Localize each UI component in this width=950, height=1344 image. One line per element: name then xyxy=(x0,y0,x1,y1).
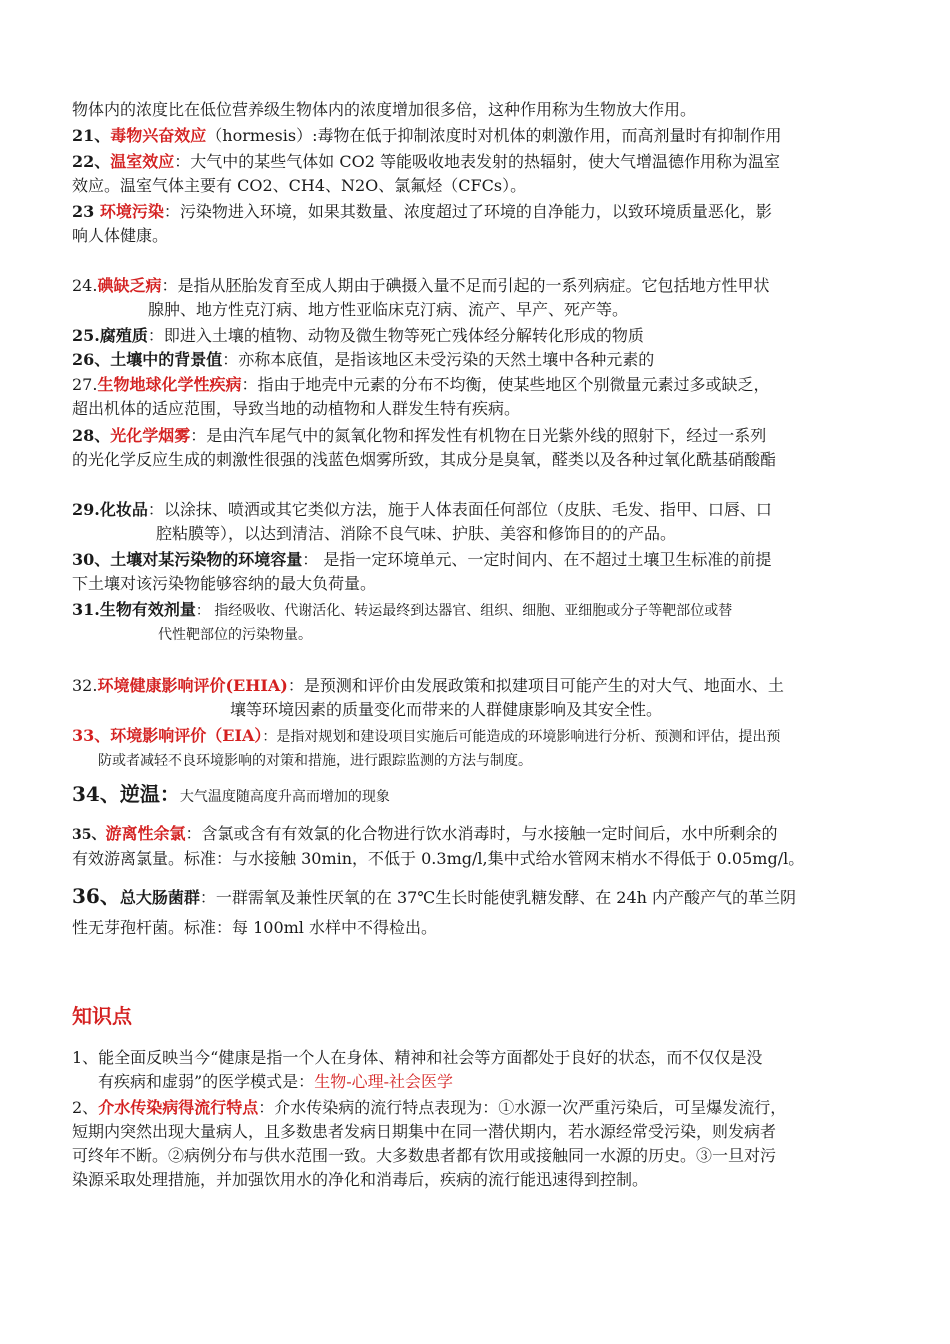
entry-number: 31. xyxy=(72,600,100,619)
entry-number: 36、 xyxy=(72,884,120,908)
entry-term: 环境健康影响评价(EHIA) xyxy=(97,676,288,695)
entry-number: 29. xyxy=(72,500,100,519)
entry-term: 腐殖质 xyxy=(99,326,148,345)
entry-term: 土壤对某污染物的环境容量 xyxy=(110,550,303,569)
entry-number: 28、 xyxy=(72,426,111,445)
entry-term: 土壤中的背景值 xyxy=(110,350,223,369)
text-line: 超出机体的适应范围，导致当地的动植物和人群发生特有疾病。 xyxy=(72,399,521,418)
entry-23 xyxy=(72,200,908,248)
entry-number: 21、 xyxy=(72,126,111,145)
entry-definition: ：以涂抹、喷洒或其它类似方法，施于人体表面任何部位（皮肤、毛发、指甲、口唇、口 xyxy=(147,500,772,519)
entry-term: 逆温 xyxy=(119,782,160,806)
entry-number: 2、 xyxy=(72,1098,99,1117)
entry-26 xyxy=(72,348,908,372)
text-line: 腔粘膜等），以达到清洁、消除不良气味、护肤、美容和修饰目的的产品。 xyxy=(156,524,677,543)
entry-number: 24. xyxy=(72,276,98,295)
entry-definition: ： 是指一定环境单元、一定时间内、在不超过土壤卫生标准的前提 xyxy=(302,550,772,569)
text-line: 腺肿、地方性克汀病、地方性亚临床克汀病、流产、早产、死产等。 xyxy=(148,300,629,319)
entry-definition: ：亦称本底值，是指该地区未受污染的天然土壤中各种元素的 xyxy=(222,350,655,369)
entry-definition: ：指由于地壳中元素的分布不均衡，使某些地区个别微量元素过多或缺乏， xyxy=(241,375,770,394)
text-line: 代性靶部位的污染物量。 xyxy=(158,627,312,643)
entry-number: 32. xyxy=(72,676,98,695)
text-line: 防或者减轻不良环境影响的对策和措施，进行跟踪监测的方法与制度。 xyxy=(98,753,532,769)
entry-32 xyxy=(72,674,908,722)
entry-definition: ：污染物进入环境，如果其数量、浓度超过了环境的自净能力，以致环境质量恶化，影 xyxy=(163,202,772,221)
section-heading: 知识点 xyxy=(72,1004,132,1028)
text-line: 有效游离氯量。标准：与水接触 30min，不低于 0.3mg/l,集中式给水管网末梢水不得低于 0.05mg/l。 xyxy=(72,849,805,868)
entry-number: 26、 xyxy=(72,350,111,369)
entry-colon: ： xyxy=(159,782,180,806)
entry-term: 环境影响评价（EIA） xyxy=(110,726,263,745)
entry-number: 23 xyxy=(72,202,100,221)
entry-30 xyxy=(72,548,908,596)
entry-25 xyxy=(72,324,908,348)
entry-number: 27. xyxy=(72,375,98,394)
entry-33 xyxy=(72,724,908,773)
text-line: 效应。温室气体主要有 CO2、CH4、N2O、氯氟烃（CFCs）。 xyxy=(72,176,527,195)
entry-term: 毒物兴奋效应 xyxy=(110,126,207,145)
entry-20-continuation xyxy=(72,98,908,122)
text-line: 有疾病和虚弱”的医学模式是： xyxy=(98,1072,315,1091)
text-line: 的光化学反应生成的刺激性很强的浅蓝色烟雾所致，其成分是臭氧，醛类以及各种过氧化酰基硝酸酯 xyxy=(72,450,777,469)
entry-definition: ：是指对规划和建设项目实施后可能造成的环境影响进行分析、预测和评估，提出预 xyxy=(262,729,781,745)
entry-21 xyxy=(72,124,908,148)
entry-24 xyxy=(72,274,908,322)
entry-definition: 大气温度随高度升高而增加的现象 xyxy=(179,789,390,805)
entry-34 xyxy=(72,782,908,809)
entry-number: 34、 xyxy=(72,782,120,806)
entry-term: 游离性余氯 xyxy=(105,824,186,843)
entry-number: 33、 xyxy=(72,726,111,745)
knowledge-point-1 xyxy=(72,1046,908,1094)
entry-definition: ：大气中的某些气体如 CO2 等能吸收地表发射的热辐射，使大气增温德作用称为温室 xyxy=(174,152,781,171)
entry-29 xyxy=(72,498,908,546)
knowledge-point-2 xyxy=(72,1096,908,1192)
entry-term: 温室效应 xyxy=(110,152,175,171)
text-line: 响人体健康。 xyxy=(72,226,169,245)
entry-number: 22、 xyxy=(72,152,111,171)
text-line: 短期内突然出现大量病人，且多数患者发病日期集中在同一潜伏期内，若水源经常受污染，则发病者 xyxy=(72,1122,777,1141)
entry-term: 光化学烟雾 xyxy=(110,426,191,445)
entry-term: 生物有效剂量 xyxy=(99,600,196,619)
entry-term: 介水传染病得流行特点 xyxy=(98,1098,259,1117)
text-line: 物体内的浓度比在低位营养级生物体内的浓度增加很多倍，这种作用称为生物放大作用。 xyxy=(72,100,697,119)
entry-definition: ：是指从胚胎发育至成人期由于碘摄入量不足而引起的一系列病症。它包括地方性甲状 xyxy=(161,276,770,295)
entry-35 xyxy=(72,822,908,871)
entry-definition: ：介水传染病的流行特点表现为：①水源一次严重污染后，可呈爆发流行， xyxy=(258,1098,787,1117)
text-line: 1、能全面反映当今“健康是指一个人在身体、精神和社会等方面都处于良好的状态，而不仅仅是没 xyxy=(72,1048,763,1067)
entry-definition: ：含氯或含有有效氯的化合物进行饮水消毒时，与水接触一定时间后，水中所剩余的 xyxy=(185,824,778,843)
entry-number: 35、 xyxy=(72,827,106,843)
text-line: 可终年不断。②病例分布与供水范围一致。大多数患者都有饮用或接触同一水源的历史。③一旦对污 xyxy=(72,1146,777,1165)
entry-22 xyxy=(72,150,908,198)
entry-term: 环境污染 xyxy=(99,202,164,221)
entry-term: 化妆品 xyxy=(99,500,148,519)
entry-36 xyxy=(72,884,908,940)
highlight-text: 生物-心理-社会医学 xyxy=(314,1072,454,1091)
entry-term: 碘缺乏病 xyxy=(97,276,162,295)
entry-definition: ：是预测和评价由发展政策和拟建项目可能产生的对大气、地面水、土 xyxy=(287,676,784,695)
text-line: 下土壤对该污染物能够容纳的最大负荷量。 xyxy=(72,574,377,593)
entry-definition: ：一群需氧及兼性厌氧的在 37℃生长时能使乳糖发酵、在 24h 内产酸产气的革兰阴 xyxy=(199,888,797,907)
entry-term: 生物地球化学性疾病 xyxy=(97,375,242,394)
entry-number: 25. xyxy=(72,326,100,345)
entry-definition: ：是由汽车尾气中的氮氧化物和挥发性有机物在日光紫外线的照射下，经过一系列 xyxy=(190,426,767,445)
entry-definition: ： 指经吸收、代谢活化、转运最终到达器官、组织、细胞、亚细胞或分子等靶部位或替 xyxy=(195,603,733,619)
entry-definition: ：即进入土壤的植物、动物及微生物等死亡残体经分解转化形成的物质 xyxy=(147,326,644,345)
entry-definition: （hormesis）:毒物在低于抑制浓度时对机体的刺激作用，而高剂量时有抑制作用 xyxy=(206,126,782,145)
entry-term: 总大肠菌群 xyxy=(119,888,200,907)
text-line: 壤等环境因素的质量变化而带来的人群健康影响及其安全性。 xyxy=(230,700,663,719)
text-line: 性无芽孢杆菌。标准：每 100ml 水样中不得检出。 xyxy=(72,918,438,937)
entry-28 xyxy=(72,424,908,472)
entry-27 xyxy=(72,373,908,421)
text-line: 染源采取处理措施，并加强饮用水的净化和消毒后，疾病的流行能迅速得到控制。 xyxy=(72,1170,649,1189)
entry-31 xyxy=(72,598,908,647)
entry-number: 30、 xyxy=(72,550,111,569)
